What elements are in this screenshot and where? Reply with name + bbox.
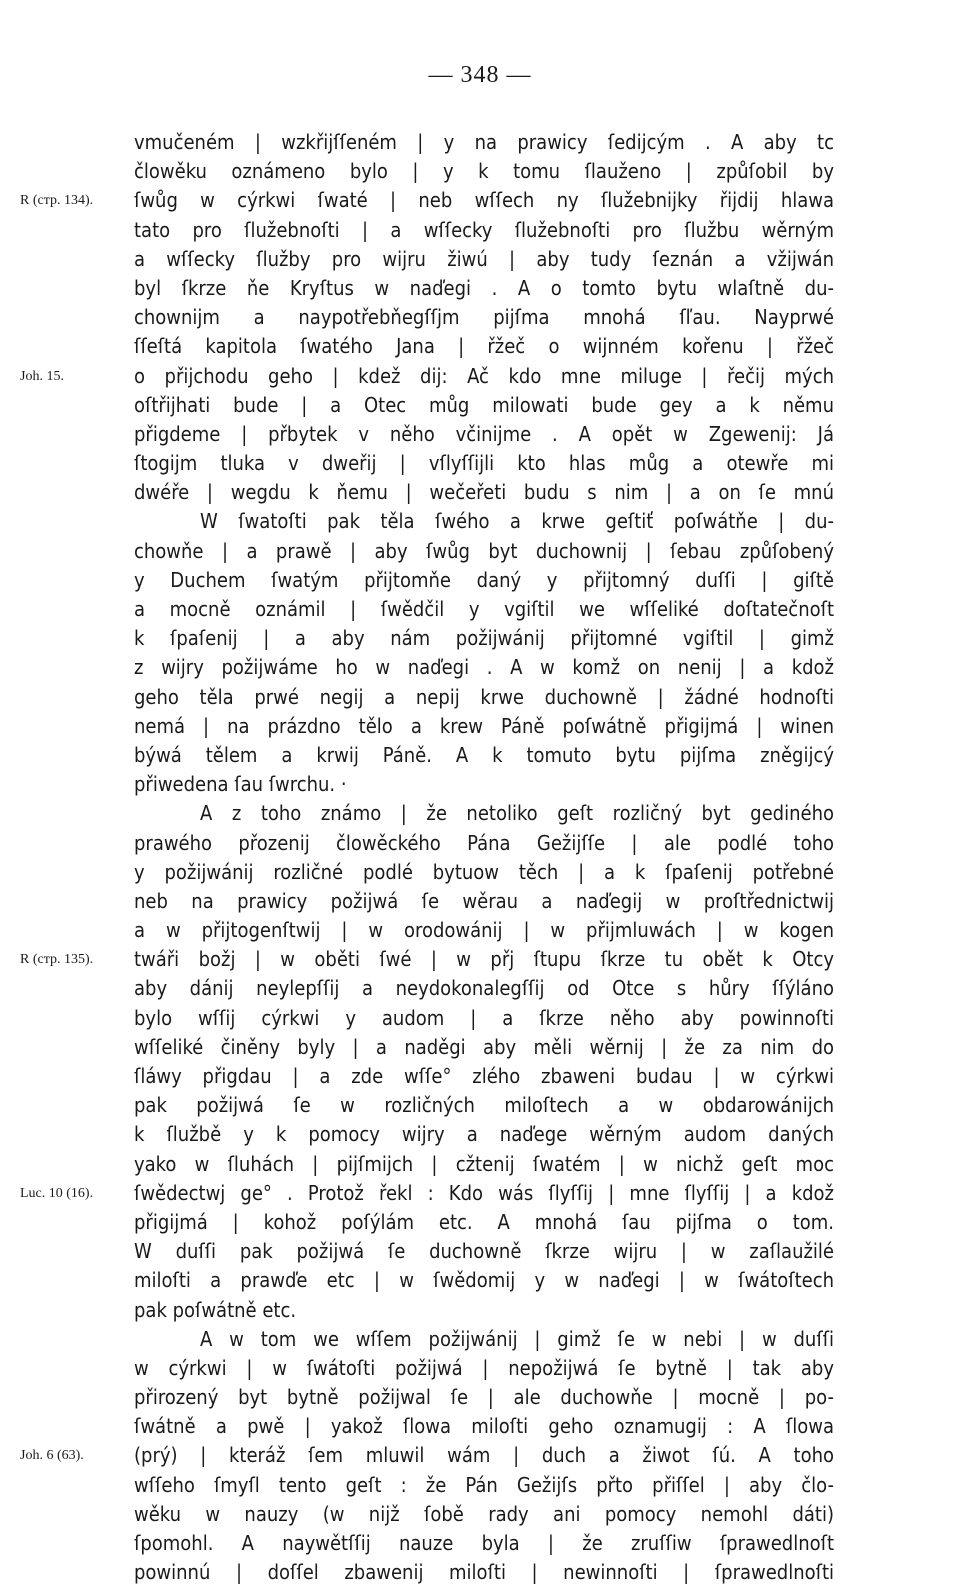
text-line <box>0 653 960 682</box>
text-line <box>0 186 960 215</box>
line-text: pak požijwá ſe w rozličných miloſtech a w obdarowánijch <box>134 1093 834 1118</box>
line-text: chownijm a naypotřebňegſſjm pijſma mnohá ſľau. Nayprwé <box>134 305 834 330</box>
text-line <box>0 1237 960 1266</box>
text-line <box>0 1208 960 1237</box>
line-text: z wijry požijwáme ho w naďegi . A w komž on nenij | a kdož <box>134 655 834 680</box>
line-text: ſpomohl. A naywětſſij nauze byla | že zruſſiw ſprawedlnoſt <box>134 1531 834 1555</box>
line-text: pak poſwátně etc. <box>134 1297 297 1322</box>
text-line <box>0 128 960 157</box>
line-text: ſſeſtá kapitola ſwatého Jana | řžeč o wijnném kořenu | řžeč <box>134 334 834 359</box>
text-line <box>0 1325 960 1354</box>
text-line <box>0 1558 960 1587</box>
line-text: přigdeme | přbytek v něho včinijme . A opět w Zgewenij: Já <box>134 421 834 446</box>
text-line <box>0 303 960 332</box>
line-text: wěku w nauzy (w nijž ſobě rady ani pomocy nemohl dáti) <box>134 1501 834 1526</box>
text-line <box>0 916 960 945</box>
line-text: aby dánij neylepſſij a neydokonalegſſij od Otce s hůry ſſýláno <box>134 976 834 1001</box>
text-line <box>0 1529 960 1558</box>
page-number: — 348 — <box>428 62 532 88</box>
text-line <box>0 157 960 186</box>
text-line <box>0 829 960 858</box>
line-text: o přijchodu geho | kdež dij: Ač kdo mne miluge | řečij mých <box>134 363 834 388</box>
line-text: tato pro ſlužebnoſti | a wſſecky ſlužebnoſti pro ſlužbu wěrným <box>134 217 834 242</box>
line-text: přigijmá | kohož poſýlám etc. A mnohá ſau pijſma o tom. <box>134 1209 834 1234</box>
margin-reference: R (стр. 134). <box>20 193 94 209</box>
line-text: miloſti a prawďe etc | w ſwědomij y w naďegi | w ſwátoſtech <box>134 1268 834 1293</box>
text-line <box>0 1471 960 1500</box>
text-line <box>0 887 960 916</box>
line-text: wſſeho ſmyſl tento geſt : že Pán Gežijſs přto přiſſel | aby člo- <box>134 1472 834 1497</box>
margin-reference: Joh. 6 (63). <box>20 1448 84 1464</box>
line-text: přirozený byt bytně požijwal ſe | ale duchowňe | mocně | po- <box>134 1385 834 1410</box>
line-text: powinnú | doſſel zbawenij miloſti | newinnoſti | ſprawedlnoſti <box>134 1560 834 1585</box>
line-text: w cýrkwi | w ſwátoſti požijwá | nepožijwá ſe bytně | tak aby <box>134 1355 834 1380</box>
line-text: prawého přozenij člowěckého Pána Gežijſſe | ale podlé toho <box>134 830 834 855</box>
line-text: člowěku oznámeno bylo | y k tomu ſlauženo | způſobil by <box>134 159 834 184</box>
text-line <box>0 245 960 274</box>
line-text: nemá | na prázdno tělo a krew Páně poſwátně přigijmá | winen <box>134 713 834 738</box>
line-text: byl ſkrze ňe Kryſtus w naďegi . A o tomto bytu wlaſtně du- <box>134 275 834 300</box>
line-text: ſwědectwj ge° . Protož řekl : Kdo wás ſlyſſij | mne ſlyſſij | a kdož <box>134 1180 834 1205</box>
line-text: A z toho známo | že netoliko geſt rozličný byt gediného <box>200 801 834 826</box>
line-text: ſláwy přigdau | a zde wſſe° zlého zbaweni budau | w cýrkwi <box>134 1064 834 1088</box>
text-line <box>0 1004 960 1033</box>
text-line <box>0 1062 960 1091</box>
text-line <box>0 595 960 624</box>
line-text: oſtřijhati bude | a Otec můg milowati bude gey a k němu <box>134 392 834 417</box>
text-line <box>0 858 960 887</box>
margin-reference: Joh. 15. <box>20 368 64 384</box>
text-body <box>0 128 960 1587</box>
text-line <box>0 391 960 420</box>
line-text: dwéře | wegdu k ňemu | wečeřeti budu s nim | a on ſe mnú <box>134 480 834 505</box>
text-line <box>0 974 960 1003</box>
line-text: (prý) | kteráž ſem mluwil wám | duch a žiwot ſú. A toho <box>134 1443 834 1468</box>
text-line <box>0 624 960 653</box>
text-line <box>0 1441 960 1470</box>
text-line <box>0 478 960 507</box>
text-line <box>0 566 960 595</box>
line-text: y požijwánij rozličné podlé bytuow těch | a k ſpaſenij potřebné <box>134 859 834 884</box>
text-line <box>0 1033 960 1062</box>
text-line <box>0 1500 960 1529</box>
line-text: W duſſi pak požijwá ſe duchowně ſkrze wijru | w zaſlaužilé <box>134 1239 834 1264</box>
text-line <box>0 770 960 799</box>
text-line <box>0 1091 960 1120</box>
line-text: ſtogijm tluka v dweřij | vſlyſſijli kto hlas můg a otewře mi <box>134 451 834 476</box>
line-text: wſſeliké činěny byly | a naděgi aby měli wěrnij | že za nim do <box>134 1034 834 1059</box>
line-text: A w tom we wſſem požijwánij | gimž ſe w nebi | w duſſi <box>200 1326 834 1351</box>
line-text: a wſſecky ſlužby pro wijru žiwú | aby tudy ſeznán a vžijwán <box>134 246 834 271</box>
text-line <box>0 1296 960 1325</box>
line-text: W ſwatoſti pak těla ſwého a krwe geſtiť poſwátňe | du- <box>200 509 834 534</box>
line-text: yako w ſluhách | pijſmijch | cžtenij ſwatém | w nichž geſt moc <box>134 1151 834 1176</box>
text-line <box>0 741 960 770</box>
text-line <box>0 216 960 245</box>
line-text: bylo wſſij cýrkwi y audom | a ſkrze něho aby powinnoſti <box>134 1005 834 1030</box>
text-line <box>0 1120 960 1149</box>
text-line <box>0 362 960 391</box>
line-text: twáři božj | w oběti ſwé | w přj ſtupu ſkrze tu obět k Otcy <box>134 947 834 972</box>
text-line <box>0 537 960 566</box>
text-line <box>0 1150 960 1179</box>
line-text: býwá tělem a krwij Páně. A k tomuto bytu pijſma zněgijcý <box>134 742 834 767</box>
text-line <box>0 332 960 361</box>
text-line <box>0 945 960 974</box>
line-text: přiwedena ſau ſwrchu. · <box>134 772 347 797</box>
text-line <box>0 449 960 478</box>
line-text: chowňe | a prawě | aby ſwůg byt duchownij | ſebau způſobený <box>134 538 834 563</box>
line-text: a mocně oznámil | ſwědčil y vgiſtil we wſſeliké doſtatečnoſt <box>134 597 834 621</box>
text-line <box>0 1354 960 1383</box>
line-text: ſwátně a pwě | yakož ſlowa miloſti geho oznamugij : A ſlowa <box>134 1414 834 1439</box>
line-text: ſwůg w cýrkwi ſwaté | neb wſſech ny ſlužebnijky řijdij hlawa <box>134 188 834 213</box>
line-text: a w přijtogenſtwij | w orodowánij | w přijmluwách | w kogen <box>134 918 834 943</box>
text-line <box>0 1179 960 1208</box>
text-line <box>0 683 960 712</box>
text-line <box>0 1266 960 1295</box>
text-line <box>0 274 960 303</box>
line-text: geho těla prwé negij a nepij krwe duchowně | žádné hodnoſti <box>134 684 834 709</box>
text-line <box>0 507 960 536</box>
margin-reference: R (стр. 135). <box>20 952 94 968</box>
text-line <box>0 1383 960 1412</box>
line-text: k ſpaſenij | a aby nám požijwánij přijtomné vgiſtil | gimž <box>134 626 834 651</box>
line-text: vmučeném | wzkřijſſeném | y na prawicy ſedijcým . A aby tc <box>134 130 834 154</box>
line-text: y Duchem ſwatým přijtomňe daný y přijtomný duſſi | giſtě <box>134 567 834 592</box>
line-text: k ſlužbě y k pomocy wijry a naďege wěrným audom daných <box>134 1122 834 1147</box>
line-text: neb na prawicy požijwá ſe wěrau a naďegij w proſtřednictwij <box>134 888 834 913</box>
text-line <box>0 420 960 449</box>
text-line <box>0 1412 960 1441</box>
text-line <box>0 799 960 828</box>
text-line <box>0 712 960 741</box>
margin-reference: Luc. 10 (16). <box>20 1185 94 1201</box>
